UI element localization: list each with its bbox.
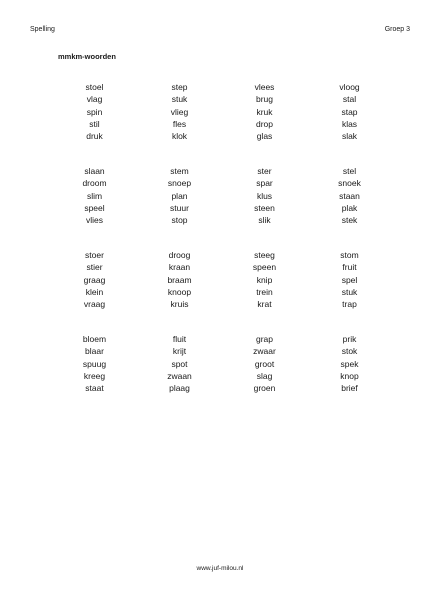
word-cell: stil [89,119,100,130]
word-row [52,274,392,286]
word-row [52,358,392,370]
word-cell: stuk [341,287,358,298]
word-cell: droom [82,178,107,189]
word-row [52,130,392,142]
word-cell: fles [172,119,187,130]
word-cell: staat [85,383,104,394]
word-cell: ster [257,166,272,177]
word-cell: vlees [254,82,275,93]
header-subject: Spelling [30,26,55,33]
word-cell: kraan [168,262,191,273]
word-cell: vlag [86,94,103,105]
word-row [52,165,392,177]
word-cell: plan [171,190,188,201]
word-row [52,106,392,118]
word-cell: steen [254,203,275,214]
word-cell: slak [341,131,358,142]
word-cell: klas [341,119,358,130]
word-cell: stop [171,215,188,226]
word-cell: fruit [342,262,357,273]
word-cell: steeg [254,250,275,261]
word-cell: klus [256,190,273,201]
word-cell: stap [341,106,358,117]
word-block-1 [52,81,392,142]
word-row [52,345,392,357]
footer-website: www.juf-milou.nl [196,565,244,572]
word-row [52,298,392,310]
word-cell: vloog [339,82,360,93]
word-cell: blaar [85,346,104,357]
word-row [52,81,392,93]
word-cell: plak [341,203,358,214]
word-cell: spot [171,358,188,369]
word-row [52,333,392,345]
word-cell: knoop [167,287,192,298]
word-cell: zwaan [167,371,192,382]
word-cell: staan [339,190,360,201]
word-cell: stom [340,250,359,261]
word-cell: slaan [84,166,105,177]
word-block-3 [52,249,392,310]
word-cell: vraag [83,299,106,310]
word-cell: krijt [172,346,187,357]
word-cell: druk [86,131,103,142]
word-cell: stem [170,166,189,177]
word-row [52,177,392,189]
word-cell: knop [340,371,359,382]
word-block-2 [52,165,392,226]
word-row [52,261,392,273]
word-cell: trap [342,299,357,310]
word-cell: vlies [85,215,103,226]
word-cell: kreeg [83,371,106,382]
word-cell: braam [167,274,192,285]
word-cell: kruk [256,106,273,117]
word-cell: fluit [172,334,187,345]
word-cell: prik [342,334,357,345]
word-cell: stok [341,346,358,357]
word-row [52,249,392,261]
page-title: mmkm-woorden [58,52,116,61]
word-row [52,118,392,130]
word-cell: stier [86,262,103,273]
word-cell: stuk [171,94,188,105]
word-block-4 [52,333,392,394]
word-cell: krat [257,299,272,310]
word-cell: snoek [338,178,361,189]
word-cell: stel [342,166,357,177]
word-cell: trein [256,287,273,298]
word-cell: slim [86,190,103,201]
word-cell: slag [256,371,273,382]
word-cell: stek [341,215,358,226]
word-row [52,382,392,394]
word-row [52,286,392,298]
word-cell: groen [253,383,276,394]
word-cell: snoep [167,178,192,189]
word-cell: spek [340,358,359,369]
word-cell: drop [255,119,273,130]
word-cell: slik [258,215,271,226]
word-cell: vlieg [170,106,189,117]
word-cell: stoer [85,250,104,261]
word-row [52,93,392,105]
word-cell: speen [252,262,277,273]
word-cell: kruis [170,299,189,310]
word-cell: stal [342,94,357,105]
word-row [52,370,392,382]
word-row [52,214,392,226]
word-cell: spel [341,274,358,285]
word-cell: spar [256,178,273,189]
word-cell: glas [256,131,273,142]
word-cell: zwaar [253,346,276,357]
word-row [52,202,392,214]
word-cell: spuug [82,358,107,369]
word-cell: spin [86,106,103,117]
word-cell: speel [84,203,105,214]
word-cell: knip [256,274,273,285]
word-cell: plaag [169,383,190,394]
word-row [52,190,392,202]
word-cell: brug [255,94,273,105]
word-cell: klein [85,287,104,298]
word-cell: brief [341,383,358,394]
word-cell: stoel [85,82,104,93]
word-cell: klok [171,131,188,142]
word-cell: bloem [82,334,107,345]
word-cell: step [171,82,188,93]
header-group: Groep 3 [384,26,410,33]
word-cell: graag [83,274,106,285]
word-cell: grap [255,334,273,345]
word-cell: droog [168,250,191,261]
word-cell: stuur [170,203,189,214]
word-cell: groot [254,358,275,369]
